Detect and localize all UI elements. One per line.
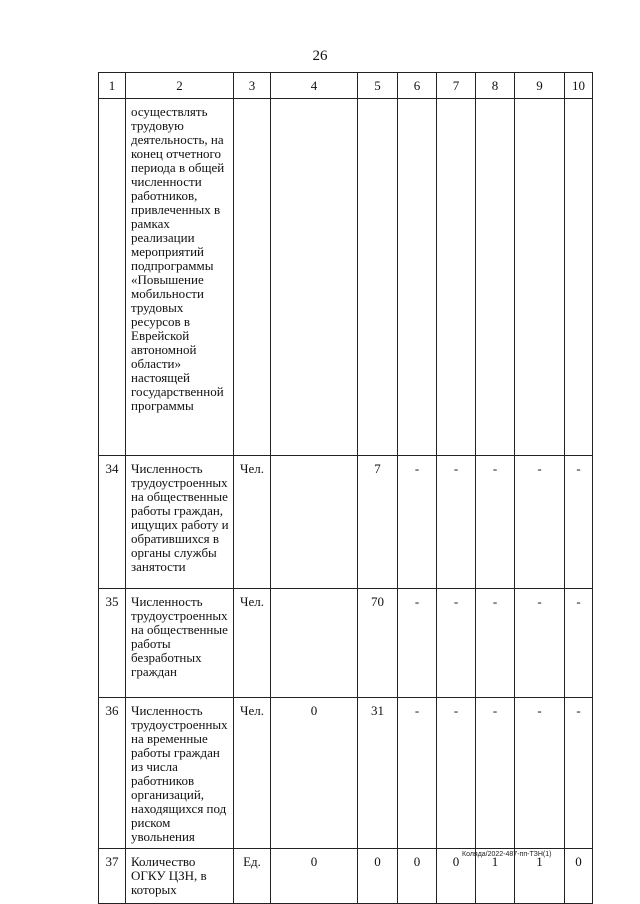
page-number: 26: [312, 48, 328, 64]
value-cell: 0: [271, 698, 358, 849]
indicator-name: Количество ОГКУ ЦЗН, в которых: [126, 849, 234, 904]
value-cell: 7: [358, 456, 398, 589]
value-cell: -: [398, 456, 437, 589]
unit-cell: Чел.: [234, 589, 271, 698]
indicator-name: Численность трудоустроенных на временные работы граждан из числа работников организаций, находящихся под риском увольнения: [126, 698, 234, 849]
value-cell: -: [398, 698, 437, 849]
header-cell-1: 1: [99, 73, 126, 99]
header-cell-2: 2: [126, 73, 234, 99]
value-cell: -: [565, 589, 593, 698]
value-cell: 0: [398, 849, 437, 904]
document-stamp: Коляда/2022-487-пп-ТЗН(1): [462, 851, 552, 858]
value-cell: 1: [515, 849, 565, 904]
header-cell-4: 4: [271, 73, 358, 99]
value-cell: -: [437, 456, 476, 589]
indicator-name: осуществлять трудовую деятельность, на конец отчетного периода в общей численности работников, привлеченных в рамках реализации мероприятий подпрограммы «Повышение мобильности трудовых ресурсов в Еврейской автономной области» настоящей государственной программы: [126, 99, 234, 456]
value-cell: -: [476, 698, 515, 849]
row-number: 36: [99, 698, 126, 849]
value-cell: -: [515, 698, 565, 849]
value-cell: 0: [358, 849, 398, 904]
indicator-name: Численность трудоустроенных на общественные работы безработных граждан: [126, 589, 234, 698]
value-cell: -: [476, 589, 515, 698]
table-row: [99, 99, 593, 456]
unit-cell: Ед.: [234, 849, 271, 904]
header-cell-8: 8: [476, 73, 515, 99]
value-cell: [271, 456, 358, 589]
value-cell: -: [565, 698, 593, 849]
value-cell: -: [565, 456, 593, 589]
header-cell-5: 5: [358, 73, 398, 99]
value-cell: [515, 99, 565, 456]
table-row: [99, 589, 593, 698]
value-cell: -: [437, 698, 476, 849]
header-cell-6: 6: [398, 73, 437, 99]
indicators-table: [98, 72, 593, 904]
unit-cell: Чел.: [234, 456, 271, 589]
header-cell-7: 7: [437, 73, 476, 99]
value-cell: -: [398, 589, 437, 698]
value-cell: [398, 99, 437, 456]
value-cell: 0: [271, 849, 358, 904]
unit-cell: Чел.: [234, 698, 271, 849]
table-row: [99, 456, 593, 589]
value-cell: [565, 99, 593, 456]
value-cell: 70: [358, 589, 398, 698]
row-number: 34: [99, 456, 126, 589]
header-cell-10: 10: [565, 73, 593, 99]
value-cell: -: [515, 456, 565, 589]
header-cell-3: 3: [234, 73, 271, 99]
value-cell: 0: [565, 849, 593, 904]
value-cell: [358, 99, 398, 456]
header-row: [99, 73, 593, 99]
value-cell: [437, 99, 476, 456]
value-cell: -: [515, 589, 565, 698]
value-cell: [476, 99, 515, 456]
indicator-name: Численность трудоустроенных на общественные работы граждан, ищущих работу и обратившихся в органы службы занятости: [126, 456, 234, 589]
row-number: 35: [99, 589, 126, 698]
value-cell: [271, 589, 358, 698]
value-cell: -: [437, 589, 476, 698]
value-cell: 31: [358, 698, 398, 849]
unit-cell: [234, 99, 271, 456]
value-cell: [271, 99, 358, 456]
value-cell: -: [476, 456, 515, 589]
row-number: [99, 99, 126, 456]
value-cell: 0: [437, 849, 476, 904]
header-cell-9: 9: [515, 73, 565, 99]
row-number: 37: [99, 849, 126, 904]
table-row: [99, 698, 593, 849]
value-cell: 1: [476, 849, 515, 904]
